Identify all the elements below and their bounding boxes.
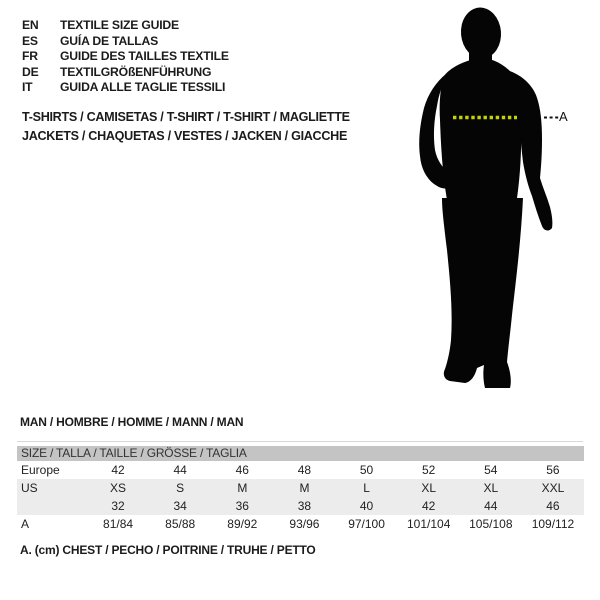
size-cell: 50: [359, 463, 374, 477]
size-table: [17, 446, 584, 533]
size-cell: XS: [110, 481, 127, 495]
size-cell: M: [299, 481, 310, 495]
language-code: ES: [22, 33, 38, 48]
row-label: [17, 497, 87, 515]
size-cell: 81/84: [103, 517, 134, 531]
language-label: TEXTILE SIZE GUIDE: [60, 18, 179, 32]
language-row: [22, 18, 229, 34]
size-cell: 44: [484, 499, 498, 513]
size-cell: 109/112: [531, 517, 575, 531]
size-cell: 46: [546, 499, 560, 513]
size-cell: 101/104: [406, 517, 451, 531]
size-cell: 38: [297, 499, 312, 513]
size-cell: 105/108: [469, 517, 513, 531]
language-list: [22, 18, 229, 96]
size-cell: 46: [235, 463, 249, 477]
size-cell: 34: [173, 499, 187, 513]
language-code: DE: [22, 64, 39, 79]
language-code: IT: [22, 80, 33, 94]
size-cell: 85/88: [165, 517, 196, 531]
language-row: [22, 80, 229, 96]
size-cell: M: [237, 481, 248, 495]
language-label: TEXTILGRÖßENFÜHRUNG: [60, 64, 212, 79]
language-code: EN: [22, 18, 39, 32]
table-row-chest-a: [17, 515, 584, 533]
category-lines: [22, 108, 350, 146]
language-row: [22, 49, 229, 65]
language-row: [22, 65, 229, 81]
size-cell: 32: [111, 499, 125, 513]
measure-label-a: A: [559, 109, 568, 124]
table-row-us: [17, 479, 584, 497]
language-label: GUIDE DES TAILLES TEXTILE: [60, 49, 229, 63]
category-line-tshirts: T-SHIRTS / CAMISETAS / T-SHIRT / T-SHIRT / MAGLIETTE: [22, 110, 350, 124]
man-silhouette: [390, 0, 600, 408]
size-cell: 97/100: [348, 517, 385, 531]
silhouette-shapes: [419, 6, 552, 388]
language-row: [22, 34, 229, 50]
table-row-us-numeric: [17, 497, 584, 515]
size-cell: XXL: [541, 481, 565, 495]
section-title: MAN / HOMBRE / HOMME / MANN / MAN: [20, 415, 244, 429]
size-cell: 42: [111, 463, 125, 477]
row-label: Europe: [21, 463, 60, 477]
size-cell: 36: [235, 499, 249, 513]
size-cell: 42: [422, 499, 436, 513]
table-row-europe: [17, 461, 584, 479]
size-cell: XL: [483, 481, 499, 495]
table-header: SIZE / TALLA / TAILLE / GRÖSSE / TAGLIA: [17, 446, 584, 461]
size-cell: L: [363, 481, 370, 495]
chest-footnote: A. (cm) CHEST / PECHO / POITRINE / TRUHE / PETTO: [20, 543, 316, 557]
language-code: FR: [22, 49, 38, 63]
category-line-jackets: JACKETS / CHAQUETAS / VESTES / JACKEN / GIACCHE: [22, 129, 348, 143]
size-cell: S: [176, 481, 185, 495]
row-label: US: [21, 481, 38, 495]
size-cell: 40: [359, 499, 374, 513]
language-label: GUÍA DE TALLAS: [60, 33, 159, 48]
language-label: GUIDA ALLE TAGLIE TESSILI: [60, 80, 226, 94]
size-cell: 44: [173, 463, 187, 477]
table-top-rule: [17, 441, 583, 442]
row-label: A: [21, 517, 30, 531]
size-cell: XL: [421, 481, 437, 495]
size-cell: 48: [297, 463, 312, 477]
size-cell: 56: [546, 463, 560, 477]
size-cell: 54: [484, 463, 498, 477]
man-silhouette-figure: [390, 0, 600, 408]
size-cell: 52: [422, 463, 436, 477]
size-cell: 93/96: [289, 517, 320, 531]
size-cell: 89/92: [227, 517, 258, 531]
